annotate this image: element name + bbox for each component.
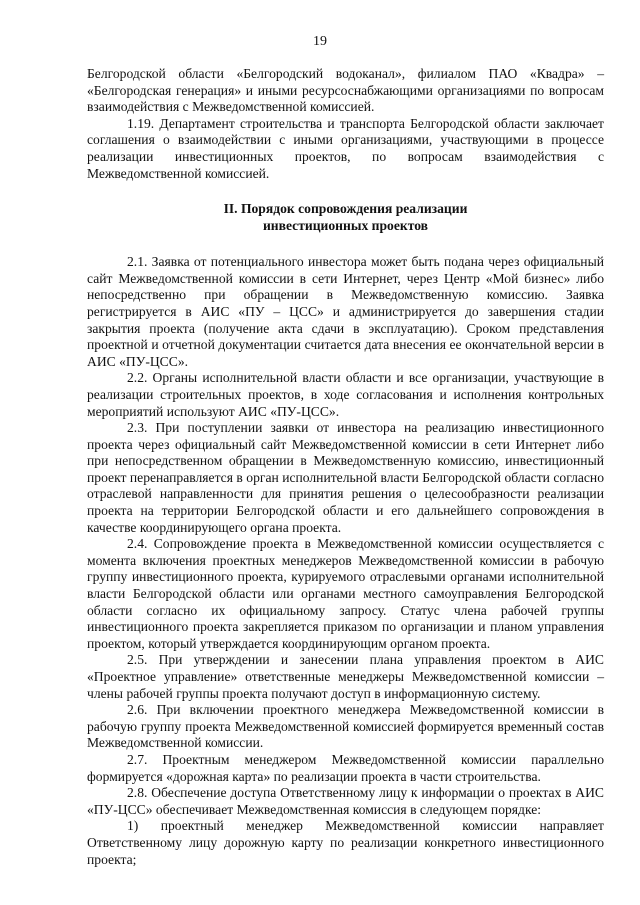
section-heading [87,200,604,234]
page-number: 19 [313,34,327,49]
section-heading-line-2: инвестиционных проектов [262,218,429,234]
paragraph-2-1: 2.1. Заявка от потенциального инвестора может быть подана через официальный сайт Межведомственной комиссии в сети Интернет, через Центр «Мой бизнес» либо непосредственно при обращении в Межведомственную комиссию. Заявка регистрируется в АИС «ПУ – ЦСС» и администрируется до завершения стадии закрытия проекта (получение акта сдачи в эксплуатацию). Сроком представления проектной и отчетной документации считается дата внесения ее окончательной версии в АИС «ПУ-ЦСС». [87,254,604,369]
document-body [87,66,604,868]
paragraph-1-19: 1.19. Департамент строительства и транспорта Белгородской области заключает соглашения о взаимодействии с иными организациями, участвующими в процессе реализации инвестиционных проектов, по вопросам взаимодействия с Межведомственной комиссией. [87,115,604,181]
paragraph-continuation: Белгородской области «Белгородский водоканал», филиалом ПАО «Квадра» – «Белгородская генерация» и иными ресурсоснабжающими организациями по вопросам взаимодействия с Межведомственной комиссией. [87,66,604,115]
paragraph-2-3: 2.3. При поступлении заявки от инвестора на реализацию инвестиционного проекта через официальный сайт Межведомственной комиссии в сети Интернет либо при непосредственном обращении в Межведомственную комиссию, инвестиционный проект перенаправляется в орган исполнительной власти Белгородской области согласно отраслевой направленности для принятия решения о целесообразности реализации проекта на территории Белгородской области и его дальнейшего сопровождения в качестве координирующего органа проекта. [87,420,604,535]
paragraph-2-2: 2.2. Органы исполнительной власти области и все организации, участвующие в реализации строительных проектов, в ходе согласования и исполнения контрольных мероприятий используют АИС «ПУ-ЦСС». [87,370,604,419]
paragraph-2-6: 2.6. При включении проектного менеджера Межведомственной комиссии в рабочую группу проекта Межведомственной комиссией формируется временный состав Межведомственной комиссии. [87,702,604,751]
paragraph-2-4: 2.4. Сопровождение проекта в Межведомственной комиссии осуществляется с момента включения проектных менеджеров Межведомственной комиссии в рабочую группу инвестиционного проекта, курируемого отраслевыми органами исполнительной власти Белгородской области или органами местного самоуправления Белгородской области согласно их официальному запросу. Статус члена рабочей группы инвестиционного проекта закрепляется приказом по организации и планом управления проектом, который утверждается координирующим органом проекта. [87,536,604,651]
section-heading-line-1: II. Порядок сопровождения реализации [223,201,468,217]
paragraph-2-8: 2.8. Обеспечение доступа Ответственному лицу к информации о проектах в АИС «ПУ-ЦСС» обеспечивает Межведомственная комиссия в следующем порядке: [87,785,604,817]
paragraph-2-5: 2.5. При утверждении и занесении плана управления проектом в АИС «Проектное управление» ответственные менеджеры Межведомственной комиссии – члены рабочей группы проекта получают доступ в информационную систему. [87,652,604,701]
paragraph-2-8-item-1: 1) проектный менеджер Межведомственной комиссии направляет Ответственному лицу дорожную карту по реализации конкретного инвестиционного проекта; [87,818,604,867]
paragraph-2-7: 2.7. Проектным менеджером Межведомственной комиссии параллельно формируется «дорожная карта» по реализации проекта в части строительства. [87,751,604,784]
